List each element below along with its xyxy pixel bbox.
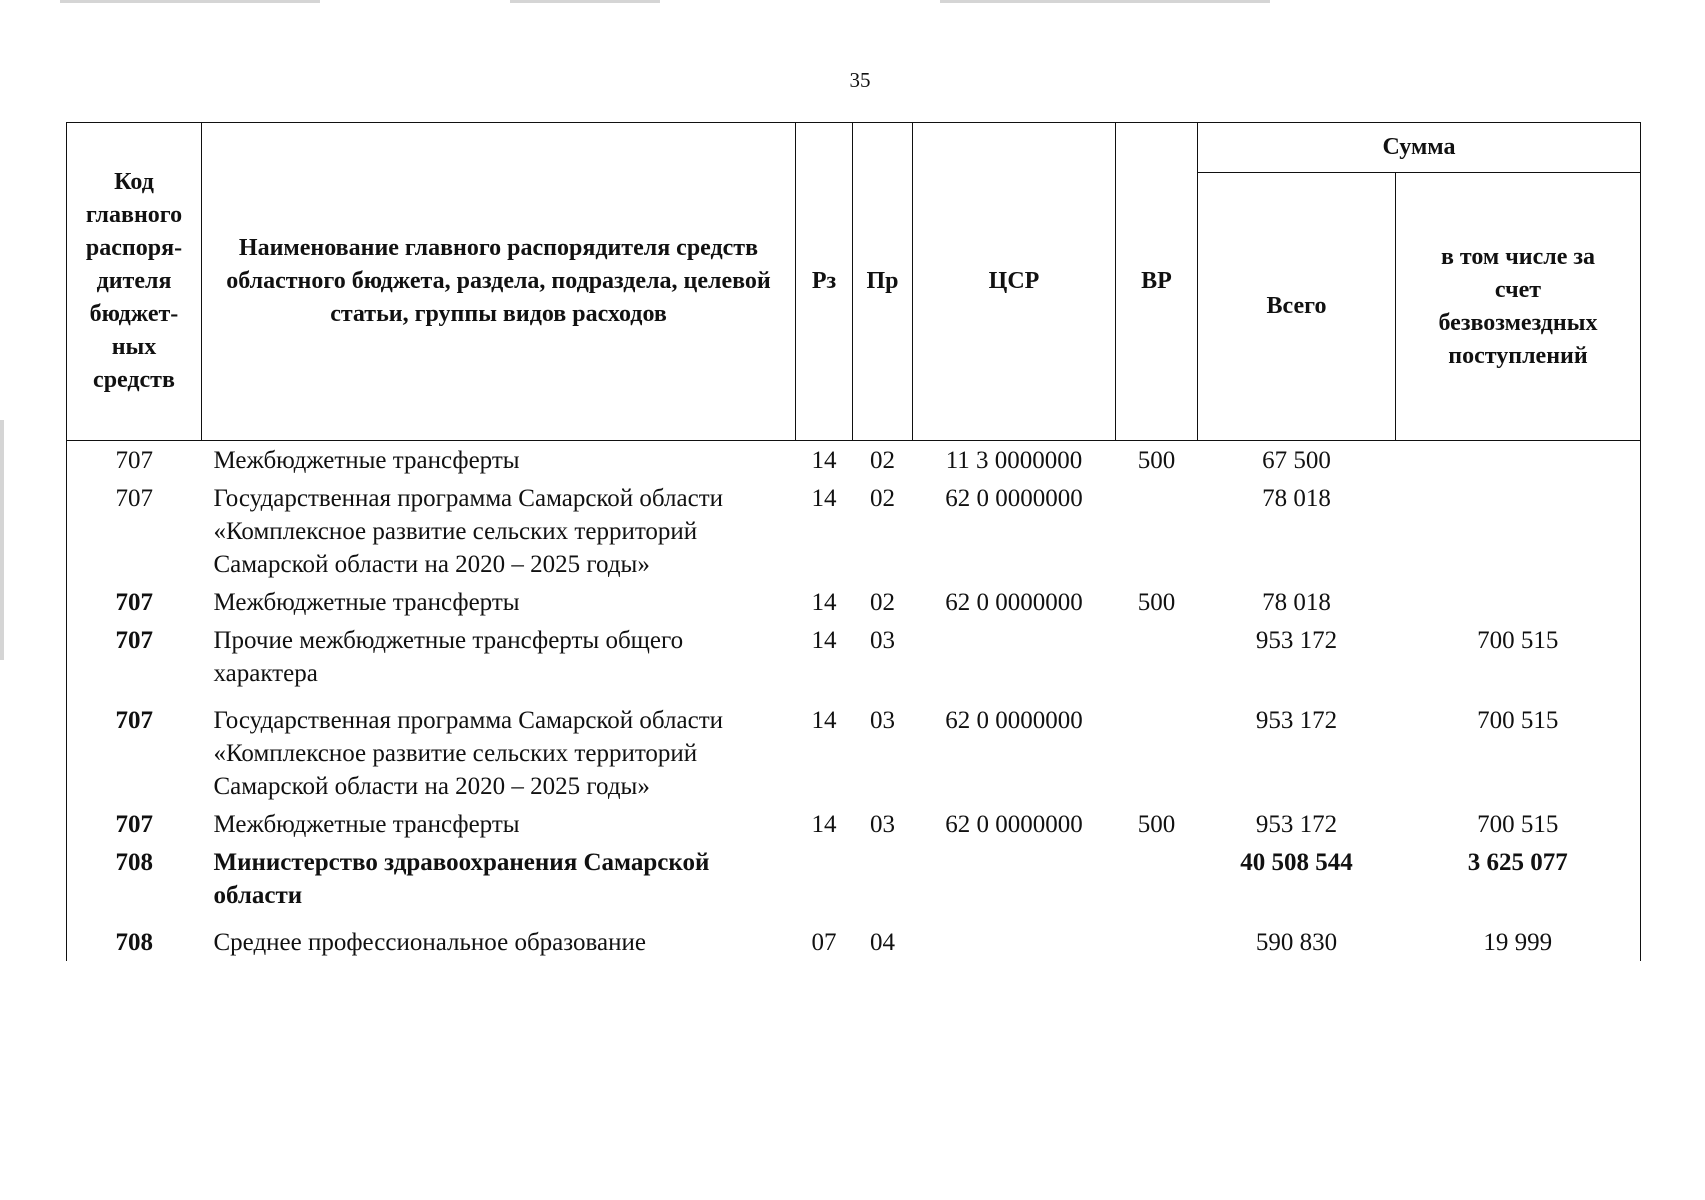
table-header [67,123,1641,441]
cell-csr: 62 0 0000000 [945,589,1083,616]
cell-pr: 04 [870,929,895,956]
cell-free [1396,441,1641,480]
cell-rz: 07 [811,929,837,956]
table-row [67,479,1641,583]
scan-artifact-left-edge [0,420,4,660]
cell-rz: 14 [811,447,837,474]
cell-vr: 500 [1137,589,1176,616]
cell-rz: 14 [811,811,837,838]
cell-name: Государственная программа Самарской области «Комплексное развитие сельских территорий Самарской области на 2020 – 2025 годы» [213,707,723,800]
cell-rz: 14 [811,589,837,616]
cell-total: 67 500 [1262,447,1331,474]
table-row [67,583,1641,621]
cell-free [1396,479,1641,583]
cell-pr [853,843,913,914]
cell-code: 708 [67,843,202,914]
cell-code: 707 [67,583,202,621]
cell-csr [913,621,1116,692]
cell-total: 78 018 [1262,485,1331,512]
cell-rz: 14 [811,627,837,654]
cell-vr: 500 [1137,811,1176,838]
cell-rz [796,843,853,914]
cell-name: Межбюджетные трансферты [213,811,520,838]
cell-total: 953 172 [1255,811,1338,838]
scan-artifact-top-center [510,0,660,3]
scan-artifact-top-right [940,0,1270,3]
header-code [67,123,202,441]
cell-csr [913,843,1116,914]
cell-csr: 62 0 0000000 [945,707,1083,734]
table-row [67,692,1641,805]
table-row [67,914,1641,961]
cell-pr: 02 [870,589,895,616]
cell-code: 707 [67,479,202,583]
header-total: Всего [1198,173,1396,441]
cell-total: 590 830 [1255,929,1338,956]
cell-free: 19 999 [1396,914,1641,961]
cell-vr [1116,843,1198,914]
header-sum: Сумма [1198,123,1641,173]
cell-free: 3 625 077 [1396,843,1641,914]
scan-artifact-top-left [60,0,320,3]
cell-code: 707 [67,692,202,805]
cell-csr: 11 3 0000000 [945,447,1083,474]
header-free [1396,173,1641,441]
cell-total: 953 172 [1255,707,1338,734]
cell-vr: 500 [1137,447,1176,474]
cell-name: Министерство здравоохранения Самарской области [213,849,710,909]
cell-pr: 03 [870,627,895,654]
table-row [67,843,1641,914]
cell-name: Среднее профессиональное образование [213,929,646,956]
cell-free: 700 515 [1396,692,1641,805]
table-body [67,441,1641,962]
table-row [67,805,1641,843]
cell-name: Межбюджетные трансферты [213,447,520,474]
cell-total: 40 508 544 [1240,849,1353,876]
header-free-label: в том числе за счет безвозмездных поступлений [1438,243,1598,369]
table-row [67,441,1641,480]
cell-name: Прочие межбюджетные трансферты общего характера [213,627,684,687]
cell-pr: 02 [870,447,895,474]
cell-free [1396,583,1641,621]
cell-pr: 03 [870,707,895,734]
cell-pr: 02 [870,485,895,512]
cell-vr [1116,914,1198,961]
cell-free: 700 515 [1396,805,1641,843]
cell-csr [913,914,1116,961]
header-name [202,123,796,441]
header-vr: ВР [1116,123,1198,441]
cell-code: 707 [67,621,202,692]
cell-rz: 14 [811,707,837,734]
cell-vr [1116,621,1198,692]
cell-code: 707 [67,805,202,843]
cell-rz: 14 [811,485,837,512]
cell-pr: 03 [870,811,895,838]
cell-name: Межбюджетные трансферты [213,589,520,616]
cell-code: 707 [67,441,202,480]
header-name-label: Наименование главного распорядителя средств областного бюджета, раздела, подраздела, целевой статьи, группы видов расходов [226,235,771,327]
cell-free: 700 515 [1396,621,1641,692]
header-pr: Пр [853,123,913,441]
cell-total: 953 172 [1255,627,1338,654]
cell-csr: 62 0 0000000 [945,811,1083,838]
header-code-label: Код главного распоря-дителя бюджет-ных средств [85,169,183,393]
header-rz: Рз [796,123,853,441]
cell-vr [1116,692,1198,805]
header-csr: ЦСР [913,123,1116,441]
cell-name: Государственная программа Самарской области «Комплексное развитие сельских территорий Самарской области на 2020 – 2025 годы» [213,485,723,578]
cell-csr: 62 0 0000000 [945,485,1083,512]
cell-vr [1116,479,1198,583]
budget-table [66,122,1641,961]
page-number: 35 [849,68,871,92]
cell-code: 708 [67,914,202,961]
table-row [67,621,1641,692]
cell-total: 78 018 [1262,589,1331,616]
